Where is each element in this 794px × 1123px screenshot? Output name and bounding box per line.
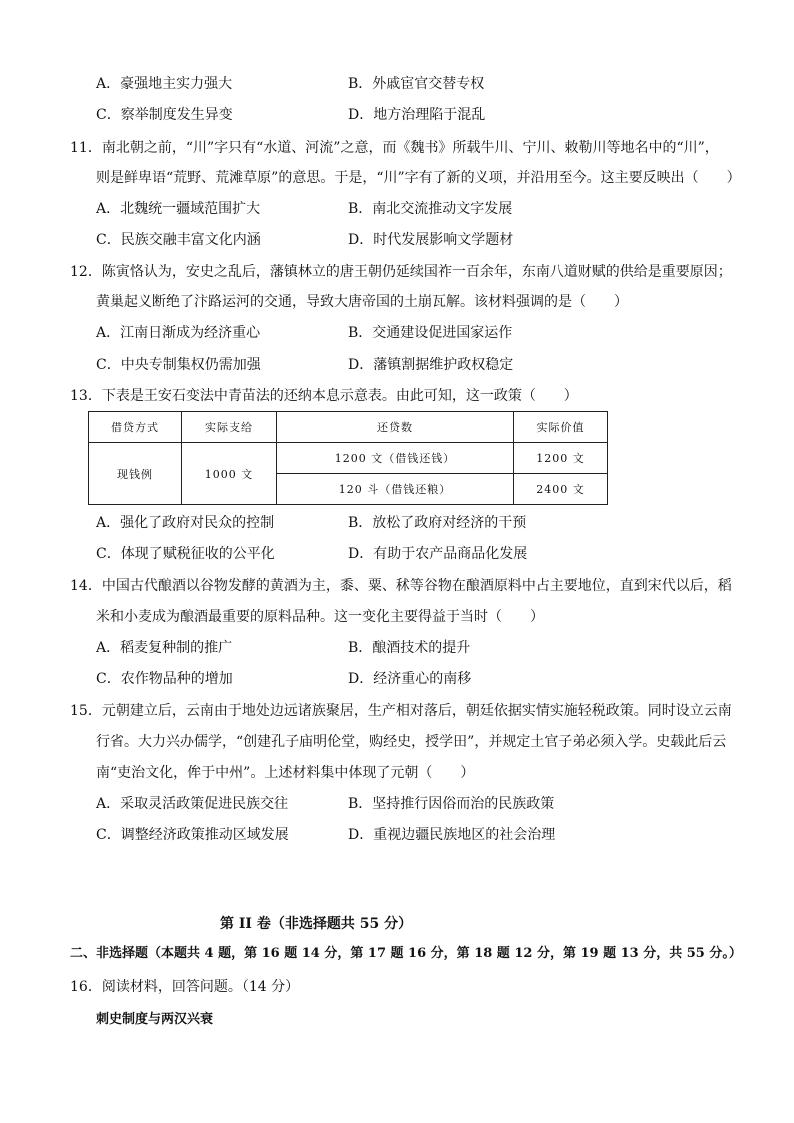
q12-option-a: A．江南日渐成为经济重心 [96,325,261,341]
q10-option-a: A．豪强地主实力强大 [96,76,233,92]
q12-option-c: C．中央专制集权仍需加强 [96,357,261,373]
q15-option-a: A．采取灵活政策促进民族交往 [96,796,289,812]
q15-option-c: C．调整经济政策推动区域发展 [96,827,289,843]
q13-stem-line1: 13．下表是王安石变法中青苗法的还纳本息示意表。由此可知，这一政策（ ） [70,388,578,404]
table-cell-given: 1000 文 [182,443,277,505]
q14-option-a: A．稻麦复种制的推广 [96,640,233,656]
q11-stem-line1: 11．南北朝之前，“川”字只有“水道、河流”之意，而《魏书》所载牛川、宁川、敕勒川等地名中的“川”， [70,140,719,156]
q11-option-c: C．民族交融丰富文化内涵 [96,232,261,248]
q11-stem-line2: 则是鲜卑语“荒野、荒滩草原”的意思。于是，“川”字有了新的义项，并沿用至今。这主要反映出（ ） [96,170,741,186]
table-header-cell: 还贷数 [277,412,514,443]
q13-option-c: C．体现了赋税征收的公平化 [96,546,275,562]
part2-heading: 二、非选择题（本题共 4 题，第 16 题 14 分，第 17 题 16 分，第 18 题 12 分，第 19 题 13 分，共 55 分。） [70,946,742,961]
q16-stem: 16．阅读材料，回答问题。（14 分） [70,979,300,995]
q10-option-b: B．外戚宦官交替专权 [348,76,485,92]
q15-option-b: B．坚持推行因俗而治的民族政策 [348,796,555,812]
qingmiao-loan-table [88,411,608,505]
q15-stem-line2: 行省。大力兴办儒学，“创建孔子庙明伦堂，购经史，授学田”，并规定土官子弟必须入学。史载此后云 [96,734,727,750]
q14-stem-line2: 米和小麦成为酿酒最重要的原料品种。这一变化主要得益于当时（ ） [96,609,544,625]
q12-option-d: D．藩镇割据维护政权稳定 [348,357,514,373]
q14-option-b: B．酿酒技术的提升 [348,640,471,656]
q11-option-b: B．南北交流推动文字发展 [348,201,513,217]
q11-option-a: A．北魏统一疆域范围扩大 [96,201,261,217]
table-row [89,443,608,474]
q15-stem-line1: 15．元朝建立后，云南由于地处边远诸族聚居，生产相对落后，朝廷依据实情实施轻税政策。同时设立云南 [70,703,732,719]
table-cell-repay: 1200 文（借钱还钱） [277,443,514,474]
q10-option-d: D．地方治理陷于混乱 [348,107,486,123]
table-cell-repay: 120 斗（借钱还粮） [277,474,514,505]
q14-option-c: C．农作物品种的增加 [96,671,233,687]
table-header-cell: 实际支给 [182,412,277,443]
table-header-cell: 借贷方式 [89,412,182,443]
part2-title: 第 II 卷（非选择题共 55 分） [220,916,413,932]
q14-stem-line1: 14．中国古代酿酒以谷物发酵的黄酒为主，黍、粟、秫等谷物在酿酒原料中占主要地位，直到宋代以后，稻 [70,578,732,594]
q12-stem-line2: 黄巢起义断绝了汴路运河的交通，导致大唐帝国的土崩瓦解。该材料强调的是（ ） [96,294,628,310]
table-cell-value: 1200 文 [514,443,608,474]
q14-option-d: D．经济重心的南移 [348,671,472,687]
table-cell-value: 2400 文 [514,474,608,505]
q13-option-b: B．放松了政府对经济的干预 [348,515,527,531]
table-header-cell: 实际价值 [514,412,608,443]
q13-option-d: D．有助于农产品商品化发展 [348,546,528,562]
q15-option-d: D．重视边疆民族地区的社会治理 [348,827,556,843]
q11-option-d: D．时代发展影响文学题材 [348,232,514,248]
q12-stem-line1: 12．陈寅恪认为，安史之乱后，藩镇林立的唐王朝仍延续国祚一百余年，东南八道财赋的供给是重要原因； [70,264,732,280]
q10-option-c: C．察举制度发生异变 [96,107,233,123]
q12-option-b: B．交通建设促进国家运作 [348,325,513,341]
q15-stem-line3: 南“吏治文化，侔于中州”。上述材料集中体现了元朝（ ） [96,765,475,781]
table-header-row [89,412,608,443]
q16-material-title: 刺史制度与两汉兴衰 [96,1012,214,1027]
table-cell-method: 现钱例 [89,443,182,505]
q13-option-a: A．强化了政府对民众的控制 [96,515,275,531]
